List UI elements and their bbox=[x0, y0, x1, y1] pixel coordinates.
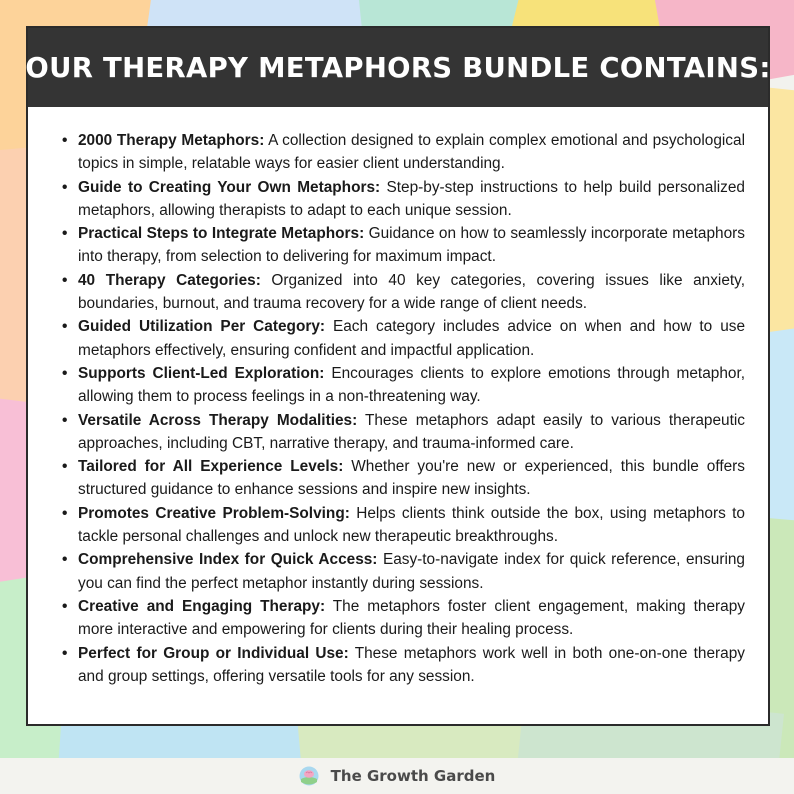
item-title: Supports Client-Led Exploration: bbox=[78, 364, 325, 382]
item-text: Each category includes advice on when and how to use metaphors effectively, ensuring confident and impactful application. bbox=[78, 318, 746, 359]
bullet-icon: • bbox=[62, 132, 68, 149]
item-text: Organized into 40 key categories, covering issues like anxiety, boundaries, burnout, and trauma recovery for a wide range of client needs. bbox=[78, 271, 746, 313]
list-item bbox=[62, 595, 745, 642]
bullet-icon: • bbox=[62, 597, 68, 615]
footer bbox=[0, 758, 794, 794]
item-title: Practical Steps to Integrate Metaphors: bbox=[78, 225, 365, 243]
list-item bbox=[62, 548, 745, 595]
list-item bbox=[62, 222, 745, 269]
feature-list bbox=[62, 129, 745, 688]
item-text: Step-by-step instructions to help build personalized metaphors, allowing therapists to adapt to each unique session. bbox=[78, 178, 745, 219]
item-text: Encourages clients to explore emotions through metaphor, allowing them to process feelings in a non-threatening way. bbox=[78, 364, 745, 406]
bullet-icon: • bbox=[62, 504, 68, 522]
item-title: Creative and Engaging Therapy: bbox=[78, 597, 326, 615]
banner-title: OUR THERAPY METAPHORS BUNDLE CONTAINS: bbox=[25, 51, 771, 84]
item-title: 40 Therapy Categories: bbox=[78, 271, 261, 289]
item-title: Tailored for All Experience Levels: bbox=[78, 458, 344, 476]
brain-globe-icon bbox=[299, 766, 319, 786]
list-item bbox=[62, 409, 745, 456]
bullet-icon: • bbox=[62, 644, 68, 662]
title-banner bbox=[25, 28, 771, 107]
item-text: A collection designed to explain complex emotional and psychological topics in simple, relatable ways for easier client understanding. bbox=[78, 132, 745, 173]
bullet-icon: • bbox=[62, 411, 68, 429]
item-text: The metaphors foster client engagement, making therapy more interactive and empowering for clients during their healing process. bbox=[78, 597, 745, 639]
item-title: Guided Utilization Per Category: bbox=[78, 318, 326, 336]
item-title: Guide to Creating Your Own Metaphors: bbox=[78, 178, 381, 196]
list-item bbox=[62, 315, 745, 362]
item-title: Comprehensive Index for Quick Access: bbox=[78, 551, 378, 569]
item-text: These metaphors adapt easily to various therapeutic approaches, including CBT, narrative therapy, and trauma-informed care. bbox=[78, 411, 746, 452]
item-title: Versatile Across Therapy Modalities: bbox=[78, 411, 358, 429]
item-title: Promotes Creative Problem-Solving: bbox=[78, 504, 350, 522]
list-item bbox=[62, 502, 745, 549]
list-item bbox=[62, 642, 745, 689]
item-text: Guidance on how to seamlessly incorporate metaphors into therapy, from selection to delivering for maximum impact. bbox=[78, 225, 745, 266]
list-item bbox=[62, 129, 745, 176]
item-text: These metaphors work well in both one-on-one therapy and group settings, offering versatile tools for any session. bbox=[78, 644, 745, 685]
bullet-icon: • bbox=[62, 225, 68, 243]
item-text: Easy-to-navigate index for quick reference, ensuring you can find the perfect metaphor instantly during sessions. bbox=[78, 551, 745, 592]
bullet-icon: • bbox=[62, 364, 68, 382]
brand-name: The Growth Garden bbox=[330, 767, 496, 785]
list-item bbox=[62, 455, 745, 502]
bullet-icon: • bbox=[62, 178, 68, 196]
bullet-icon: • bbox=[62, 551, 68, 569]
content-card bbox=[26, 26, 770, 726]
item-title: 2000 Therapy Metaphors: bbox=[78, 132, 265, 149]
item-text: Whether you're new or experienced, this bundle offers structured guidance to enhance sessions and inspire new insights. bbox=[78, 458, 745, 499]
list-item bbox=[62, 362, 745, 409]
bullet-icon: • bbox=[62, 458, 68, 476]
bullet-icon: • bbox=[62, 318, 68, 336]
item-title: Perfect for Group or Individual Use: bbox=[78, 644, 349, 662]
item-text: Helps clients think outside the box, using metaphors to tackle personal challenges and unlock new therapeutic breakthroughs. bbox=[78, 504, 745, 546]
list-item bbox=[62, 269, 745, 316]
bullet-icon: • bbox=[62, 271, 68, 289]
list-item bbox=[62, 176, 745, 223]
